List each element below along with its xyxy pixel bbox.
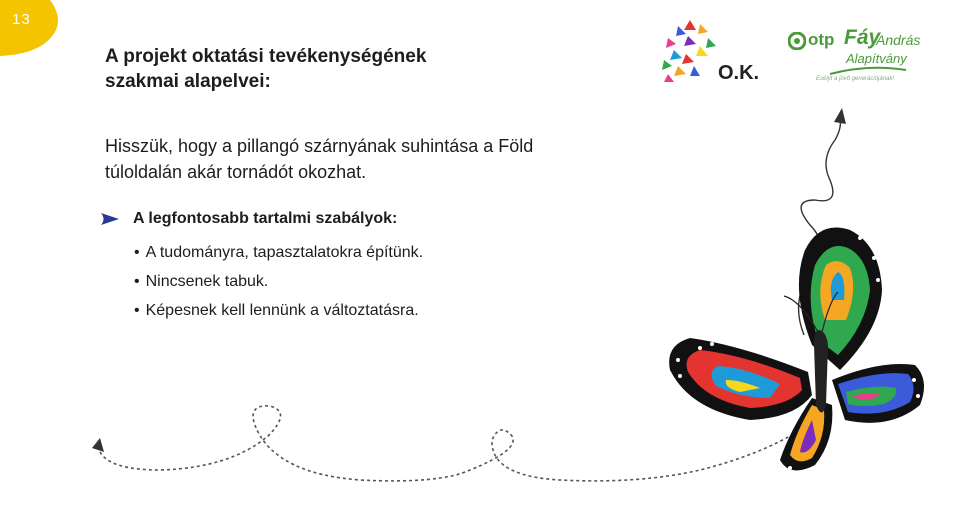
bullet: • xyxy=(134,273,140,290)
flight-path-arrowhead-upper xyxy=(834,108,846,124)
flight-path-arrowhead-left xyxy=(92,438,104,452)
alapitvany-word: Alapítvány xyxy=(846,51,907,66)
slide-title-line-2: szakmai alapelvei: xyxy=(105,71,271,92)
slide-title-line-1: A projekt oktatási tevékenységének xyxy=(105,46,427,67)
page-number: 13 xyxy=(12,11,31,28)
intro-line-1: Hisszük, hogy a pillangó szárnyának suhintása a Föld xyxy=(105,136,534,156)
rules-heading-label: A legfontosabb tartalmi szabályok: xyxy=(133,210,398,227)
otp-word: otp xyxy=(808,30,835,49)
intro-line-2: túloldalán akár tornádót okozhat. xyxy=(105,162,367,182)
andras-word: András xyxy=(876,32,921,48)
butterfly xyxy=(669,228,924,471)
bullet: • xyxy=(134,244,140,261)
ok-logo-text: O.K. xyxy=(718,62,760,84)
flight-path-left xyxy=(100,406,800,481)
list-item-text: A tudományra, tapasztalatokra építünk. xyxy=(145,244,424,261)
list-item-text: Képesnek kell lennünk a változtatásra. xyxy=(145,302,419,319)
list-item-text: Nincsenek tabuk. xyxy=(145,273,269,290)
bullet: • xyxy=(134,302,140,319)
fay-word: Fáy xyxy=(844,26,881,49)
otp-tagline: Esélyt a jövő generációjának! xyxy=(816,76,895,82)
